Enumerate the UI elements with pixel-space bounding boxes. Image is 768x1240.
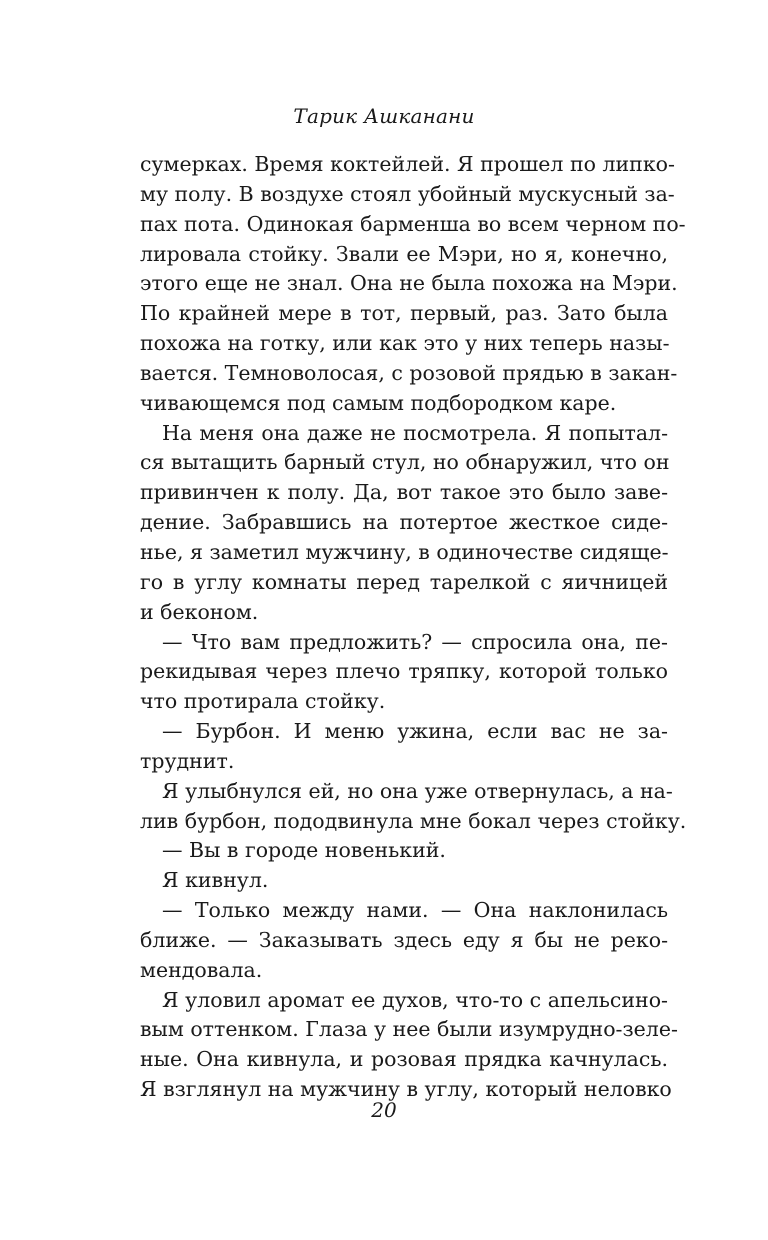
text-line: Я улыбнулся ей, но она уже отвернулась, а на- [162, 778, 673, 803]
text-line: — Что вам предложить? — спросила она, пе- [162, 629, 668, 654]
text-line: лировала стойку. Звали ее Мэри, но я, конечно, [140, 241, 668, 266]
text-line: труднит. [140, 748, 235, 773]
text-line: этого еще не знал. Она не была похожа на Мэри. [140, 271, 678, 296]
text-line: ные. Она кивнула, и розовая прядка качнулась. [140, 1047, 668, 1072]
text-line: ближе. — Заказывать здесь еду я бы не реко- [140, 927, 668, 952]
text-line: мендовала. [140, 957, 263, 982]
text-line: ся вытащить барный стул, но обнаружил, что он [140, 450, 670, 475]
text-line: привинчен к полу. Да, вот такое это было заве- [140, 480, 668, 505]
text-line: го в углу комнаты перед тарелкой с яичницей [140, 569, 668, 594]
text-line: пах пота. Одинокая барменша во всем черном по- [140, 211, 686, 236]
text-line: рекидывая через плечо тряпку, которой только [140, 659, 668, 684]
text-line: и беконом. [140, 599, 259, 624]
text-line: По крайней мере в тот, первый, раз. Зато была [140, 301, 668, 326]
text-line: нье, я заметил мужчину, в одиночестве сидяще- [140, 539, 669, 564]
body-text [140, 150, 687, 1105]
text-line: — Бурбон. И меню ужина, если вас не за- [162, 719, 668, 744]
text-line: чивающемся под самым подбородком каре. [140, 390, 617, 415]
text-line: сумерках. Время коктейлей. Я прошел по липко- [140, 152, 675, 176]
running-header-author: Тарик Ашканани [293, 104, 475, 128]
text-line: вым оттенком. Глаза у нее были изумрудно-зеле- [140, 1017, 678, 1042]
text-line: — Вы в городе новенький. [162, 838, 446, 863]
text-line: Я взглянул на мужчину в углу, который неловко [140, 1077, 672, 1102]
text-line: На меня она даже не посмотрела. Я попытал- [162, 420, 668, 445]
text-line: Я уловил аромат ее духов, что-то с апельсино- [162, 987, 668, 1012]
text-line: что протирала стойку. [140, 689, 386, 714]
text-line: похожа на готку, или как это у них теперь назы- [140, 331, 670, 356]
text-line: — Только между нами. — Она наклонилась [162, 898, 668, 923]
text-line: вается. Темноволосая, с розовой прядью в закан- [140, 360, 678, 385]
text-line: лив бурбон, пододвинула мне бокал через стойку. [140, 808, 687, 833]
text-line: му полу. В воздухе стоял убойный мускусный за- [140, 181, 675, 206]
text-line: Я кивнул. [162, 868, 269, 893]
page-number: 20 [371, 1098, 397, 1122]
text-line: дение. Забравшись на потертое жесткое сиде- [140, 510, 668, 535]
